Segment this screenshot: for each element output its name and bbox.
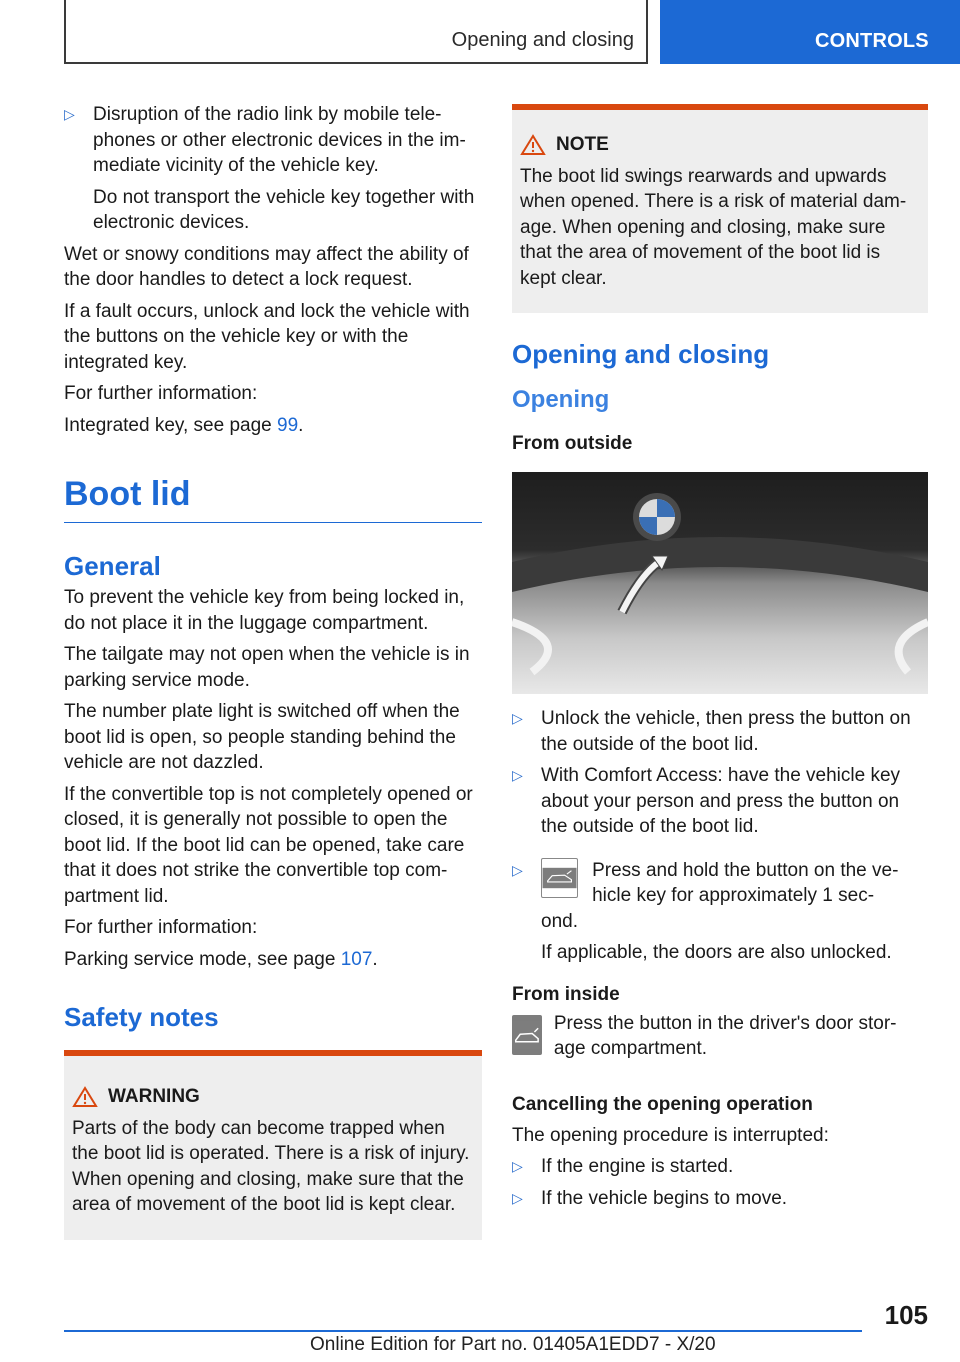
note-title-row <box>520 132 920 158</box>
list-item-text-cont: ond. <box>541 910 578 932</box>
triangle-bullet-icon: ▷ <box>512 1158 523 1174</box>
paragraph-with-link <box>64 413 482 439</box>
left-column <box>64 102 482 1240</box>
list-item <box>64 102 482 179</box>
header-chapter-tab <box>660 0 960 64</box>
boot-lid-button-photo <box>512 472 928 694</box>
chapter-heading: Boot lid <box>64 472 482 523</box>
list-item-text: If the vehicle begins to move. <box>541 1187 788 1209</box>
list-item-text: Press and hold the button on the ve- hicle key for approximately 1 sec- <box>592 859 899 906</box>
list-item <box>512 706 928 757</box>
triangle-bullet-icon: ▷ <box>64 106 75 122</box>
warning-title: WARNING <box>108 1086 200 1107</box>
paragraph: The tailgate may not open when the vehicle is in parking service mode. <box>64 644 470 691</box>
note-text: The boot lid swings rearwards and upwards when opened. There is a risk of material dam- age. When opening and closing, make sure that the area of movement of the boot lid is kept clear. <box>520 165 907 289</box>
list-item-text: Unlock the vehicle, then press the button on the outside of the boot lid. <box>541 708 911 755</box>
list-item-text: If the engine is started. <box>541 1156 734 1177</box>
list-item-text: Disruption of the radio link by mobile tele- phones or other electronic devices in the im- mediate vicinity of the vehicle key. <box>93 104 466 176</box>
inside-instruction-row <box>512 1011 928 1062</box>
warning-text: Parts of the body can become trapped when the boot lid is operated. There is a risk of injury. When opening and closing, make sure that the area of movement of the boot lid is kept clear. <box>72 1117 470 1215</box>
warning-triangle-icon <box>520 134 546 156</box>
paragraph: If the convertible top is not completely opened or closed, it is generally not possible to open the boot lid. If the boot lid can be opened, take care that it does not strike the convertible top com- partment lid. <box>64 783 473 907</box>
paragraph: The number plate light is switched off when the boot lid is open, so people standing behind the vehicle are not dazzled. <box>64 701 460 773</box>
subheading-from-outside: From outside <box>512 433 633 454</box>
list-item-subtext: If applicable, the doors are also unlocked. <box>541 942 892 963</box>
page-link-107[interactable]: 107 <box>340 948 373 970</box>
warning-box <box>64 1050 482 1240</box>
reference-end: . <box>298 414 304 436</box>
triangle-bullet-icon: ▷ <box>512 767 523 783</box>
subsection-heading-opening: Opening <box>512 386 610 413</box>
edition-text: Online Edition for Part no. 01405A1EDD7 - X/20 <box>310 1334 716 1355</box>
header-section-tab <box>64 0 648 64</box>
header-section-title: Opening and closing <box>451 29 634 51</box>
footer-divider <box>64 1330 862 1332</box>
reference-text: Integrated key, see page <box>64 414 278 436</box>
list-item-text: With Comfort Access: have the vehicle key about your person and press the button on the outside of the boot lid. <box>541 765 901 837</box>
page-number: 105 <box>884 1300 928 1330</box>
section-heading-general: General <box>64 551 161 581</box>
paragraph: Wet or snowy conditions may affect the ability of the door handles to detect a lock request. <box>64 243 469 290</box>
triangle-bullet-icon: ▷ <box>512 1189 523 1206</box>
triangle-bullet-icon: ▷ <box>512 861 523 878</box>
car-boot-door-icon <box>512 1015 542 1055</box>
header-chapter-title: CONTROLS <box>815 30 929 52</box>
page-link-99[interactable]: 99 <box>277 414 299 436</box>
paragraph: For further information: <box>64 917 258 938</box>
paragraph: To prevent the vehicle key from being locked in, do not place it in the luggage compartment. <box>64 587 465 634</box>
subheading-from-inside: From inside <box>512 983 620 1005</box>
right-column <box>512 104 928 1217</box>
paragraph: The opening procedure is interrupted: <box>512 1124 829 1146</box>
list-item-subtext: Do not transport the vehicle key together with electronic devices. <box>93 186 475 233</box>
paragraph: If a fault occurs, unlock and lock the vehicle with the buttons on the vehicle key or with the integrated key. <box>64 300 470 373</box>
warning-triangle-icon <box>72 1086 98 1108</box>
subheading-cancelling: Cancelling the opening operation <box>512 1093 813 1115</box>
note-box <box>512 104 928 313</box>
inside-instruction-text: Press the button in the driver's door stor- age compartment. <box>553 1012 897 1059</box>
note-title: NOTE <box>556 134 609 155</box>
list-item <box>512 1186 928 1212</box>
list-item <box>512 1154 928 1180</box>
reference-end: . <box>372 948 378 970</box>
section-heading-safety: Safety notes <box>64 1002 219 1032</box>
section-heading-opening-closing: Opening and closing <box>512 339 770 369</box>
warning-title-row <box>72 1084 474 1110</box>
key-instruction-row <box>541 858 928 909</box>
reference-text: Parking service mode, see page <box>64 948 341 970</box>
paragraph-with-link <box>64 947 482 973</box>
car-boot-key-icon <box>541 858 578 898</box>
list-item <box>512 763 928 840</box>
list-item <box>512 858 928 935</box>
paragraph: For further information: <box>64 383 258 404</box>
triangle-bullet-icon: ▷ <box>512 710 523 726</box>
